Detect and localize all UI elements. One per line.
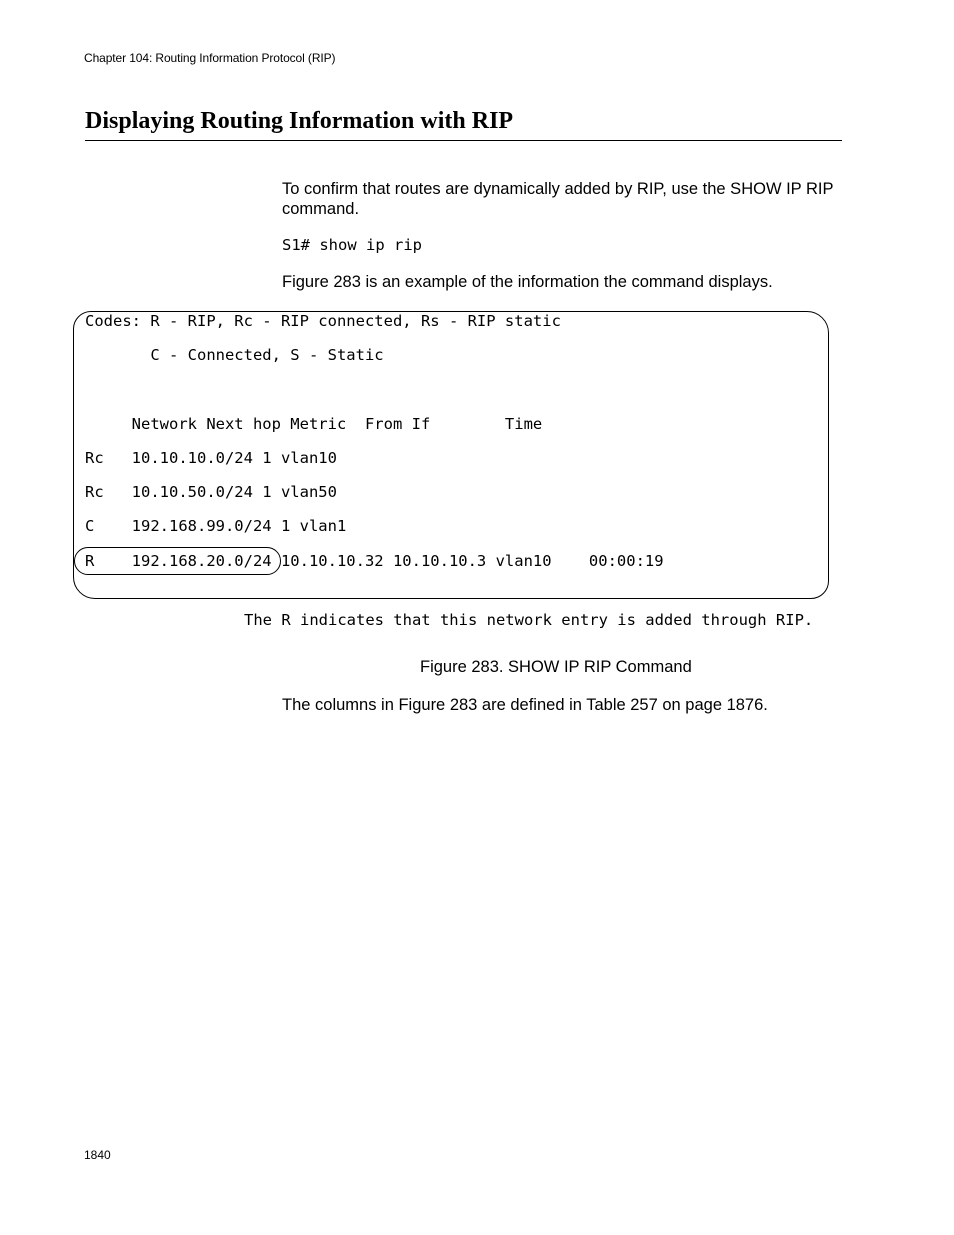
figure-line-route-2: Rc 10.10.50.0/24 1 vlan50 (85, 483, 337, 501)
figure-annotation: The R indicates that this network entry is added through RIP. (244, 611, 814, 629)
figure-line-codes: Codes: R - RIP, Rc - RIP connected, Rs - RIP static (85, 312, 561, 330)
figure-line-route-1: Rc 10.10.10.0/24 1 vlan10 (85, 449, 337, 467)
figure-line-route-3: C 192.168.99.0/24 1 vlan1 (85, 517, 347, 535)
page-number: 1840 (84, 1148, 111, 1162)
command-example: S1# show ip rip (282, 236, 422, 254)
chapter-header: Chapter 104: Routing Information Protocol (RIP) (84, 51, 336, 65)
figure-reference-paragraph: Figure 283 is an example of the information the command displays. (282, 273, 773, 291)
highlight-oval (74, 547, 281, 575)
columns-reference-paragraph: The columns in Figure 283 are defined in Table 257 on page 1876. (282, 696, 768, 714)
figure-line-column-headers: Network Next hop Metric From If Time (85, 415, 543, 433)
figure-caption: Figure 283. SHOW IP RIP Command (420, 658, 692, 676)
intro-paragraph: To confirm that routes are dynamically added by RIP, use the SHOW IP RIP command. (282, 180, 834, 218)
figure-line-route-4: R 192.168.20.0/24 10.10.10.32 10.10.10.3 vlan10 00:00:19 (85, 552, 664, 570)
figure-line-codes-continued: C - Connected, S - Static (85, 346, 384, 364)
title-divider (85, 140, 842, 141)
section-title: Displaying Routing Information with RIP (85, 108, 514, 134)
